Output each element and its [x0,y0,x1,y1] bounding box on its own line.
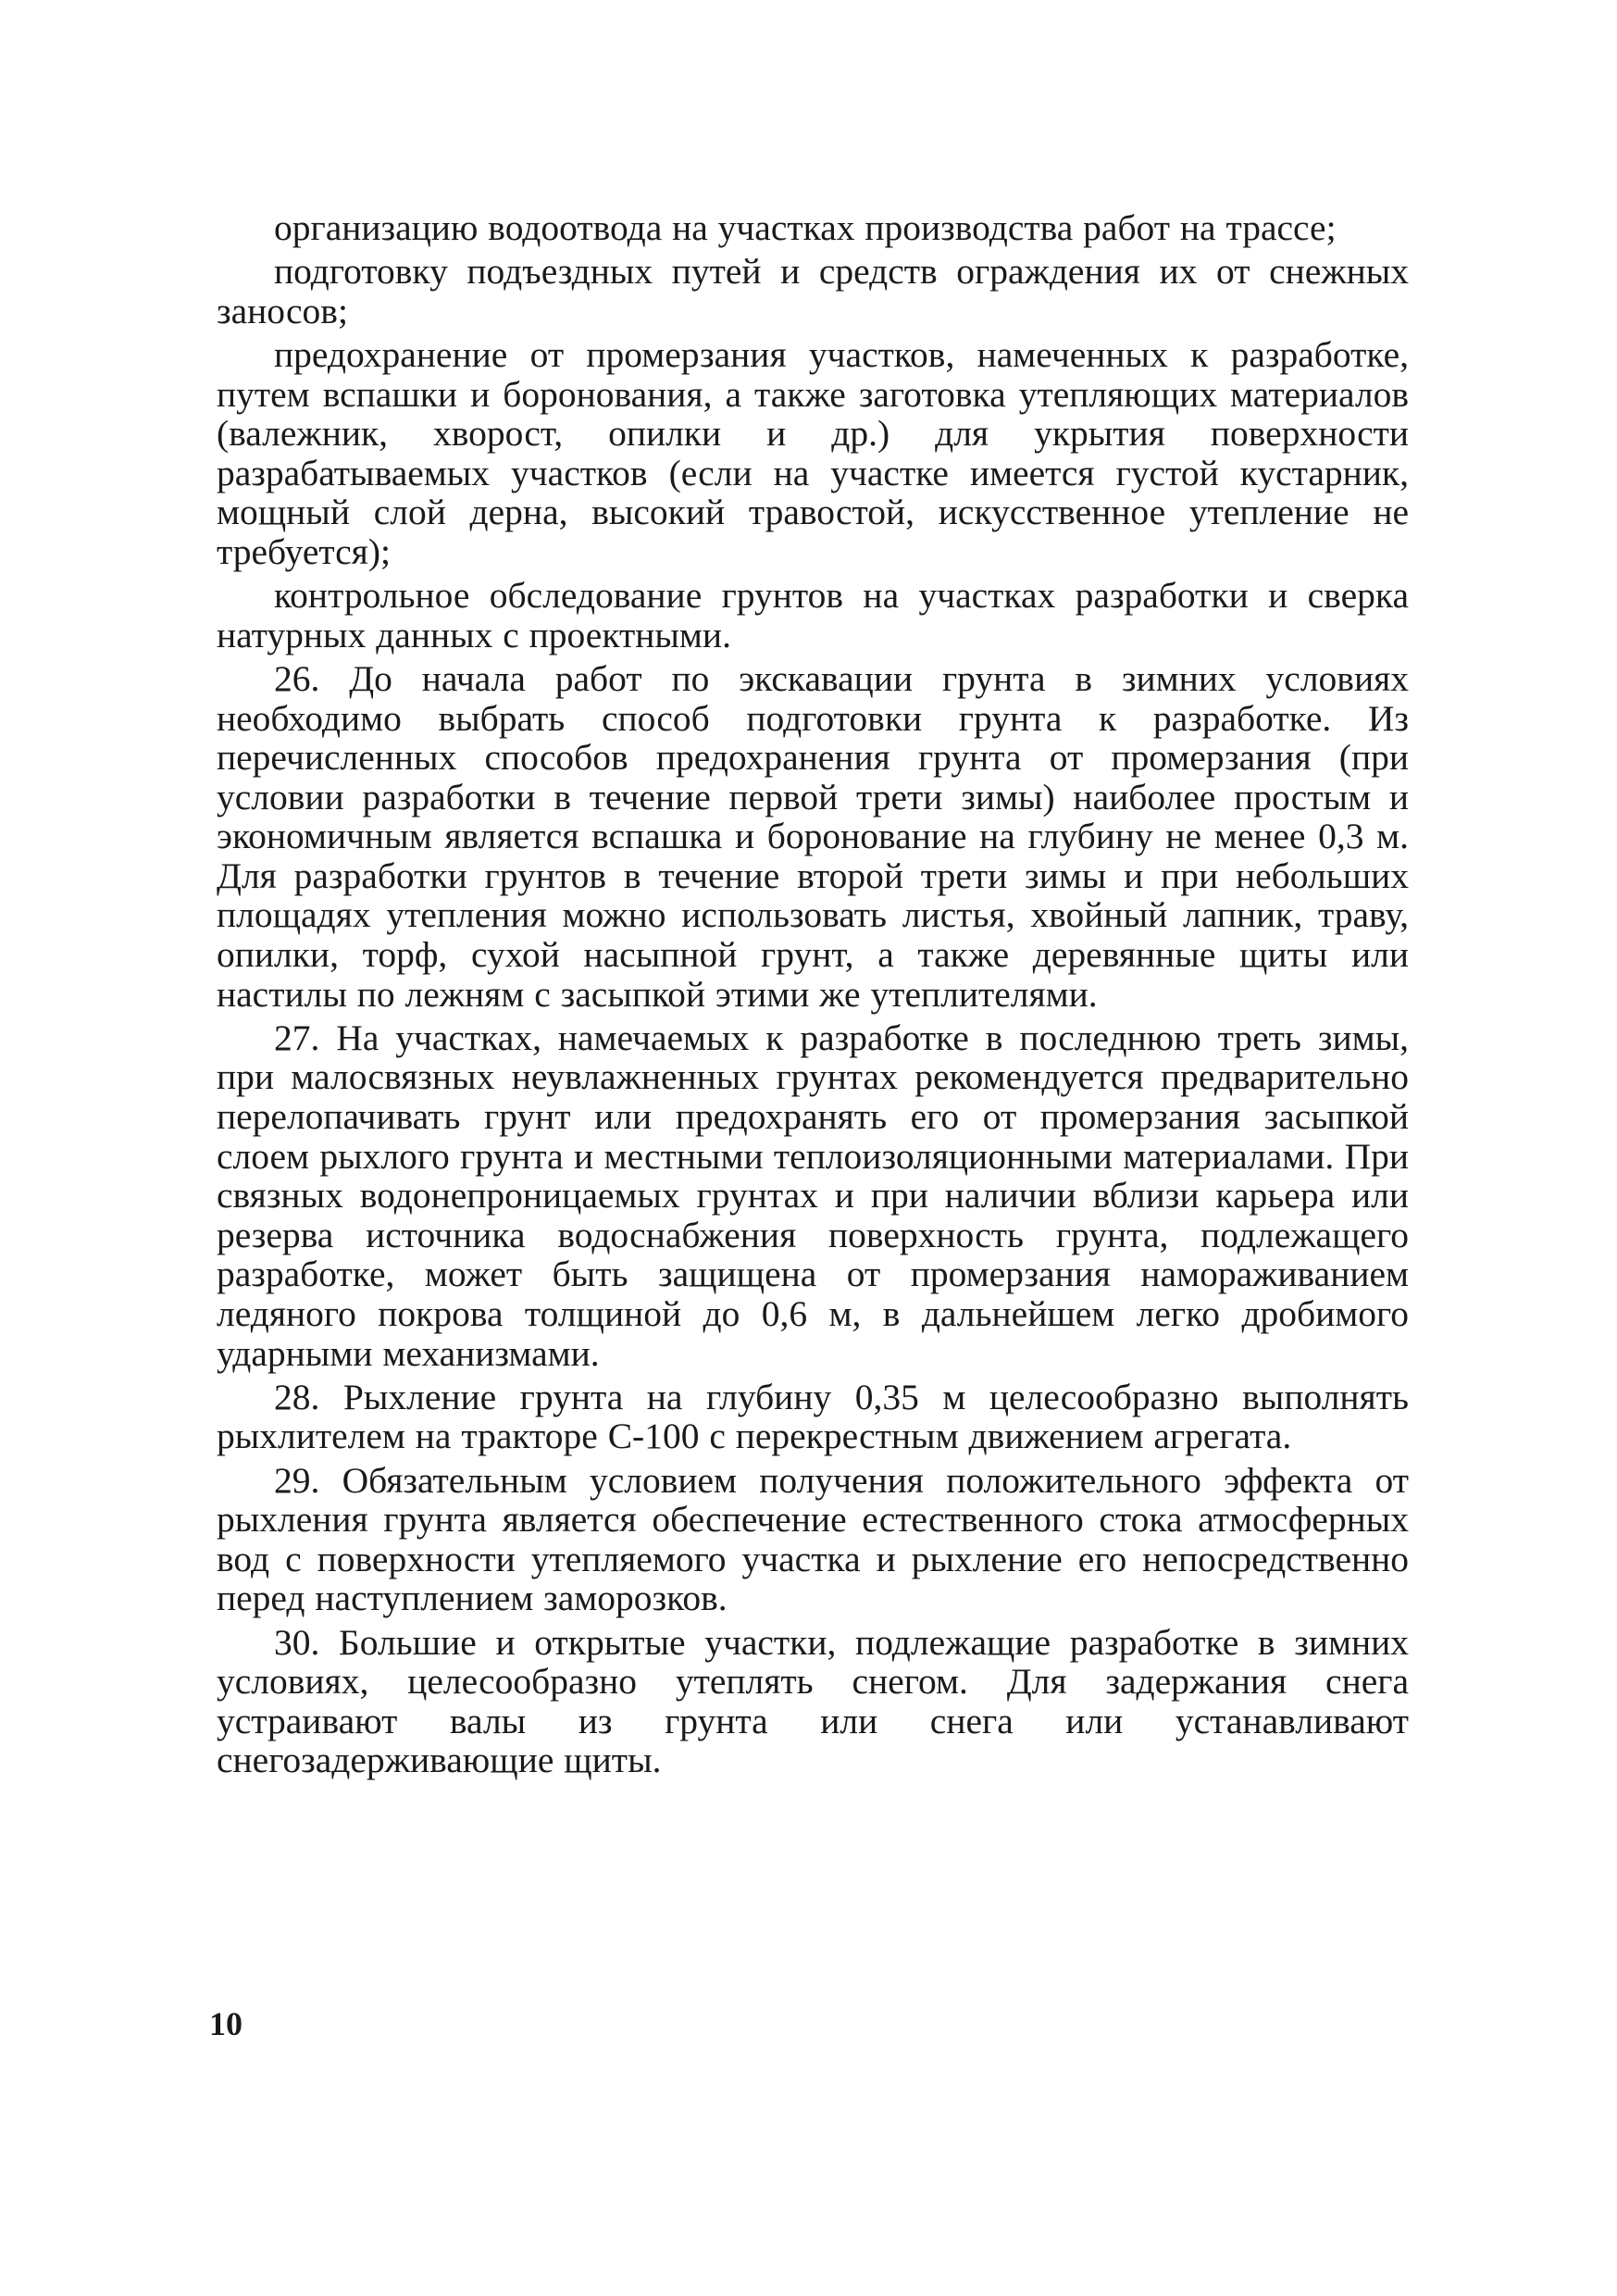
paragraph-item-26: 26. До начала работ по экскавации грунта в зимних условиях необходимо выбрать способ подготовки грунта к разработке. Из перечисленных способов предохранения грунта от промерзания (при условии разработки в течение первой трети зимы) наиболее простым и экономичным является вспашка и боронование на глубину не менее 0,3 м. Для разработки грунтов в течение второй трети зимы и при небольших площадях утепления можно использовать листья, хвойный лапник, траву, опилки, торф, сухой насыпной грунт, а также деревянные щиты или настилы по лежням с засыпкой этими же утеплителями. [217,657,1409,1015]
page-number: 10 [209,2005,243,2042]
paragraph-soil-inspection: контрольное обследование грунтов на участках разработки и сверка натурных данных с проектными. [217,575,1409,655]
paragraph-item-27: 27. На участках, намечаемых к разработке в последнюю треть зимы, при малосвязных неувлажненных грунтах рекомендуется предварительно перелопачивать грунт или предохранять его от промерзания засыпкой слоем рыхлого грунта и местными теплоизоляционными материалами. При связных водонепроницаемых грунтах и при наличии вблизи карьера или резерва источника водоснабжения поверхность грунта, подлежащего разработке, может быть защищена от промерзания намораживанием ледяного покрова толщиной до 0,6 м, в дальнейшем легко дробимого ударными механизмами. [217,1017,1409,1374]
page-body [217,208,1409,1785]
paragraph-item-28: 28. Рыхление грунта на глубину 0,35 м целесообразно выполнять рыхлителем на тракторе С-100 с перекрестным движением агрегата. [217,1376,1409,1457]
paragraph-item-30: 30. Большие и открытые участки, подлежащие разработке в зимних условиях, целесообразно утеплять снегом. Для задержания снега устраивают валы из грунта или снега или устанавливают снегозадерживающие щиты. [217,1621,1409,1781]
paragraph-frost-protection: предохранение от промерзания участков, намеченных к разработке, путем вспашки и боронования, а также заготовка утепляющих материалов (валежник, хворост, опилки и др.) для укрытия поверхности разрабатываемых участков (если на участке имеется густой кустарник, мощный слой дерна, высокий травостой, искусственное утепление не требуется); [217,333,1409,572]
paragraph-drainage: организацию водоотвода на участках производства работ на трассе; [274,207,1337,248]
paragraph-access-roads: подготовку подъездных путей и средств ограждения их от снежных заносов; [217,251,1409,331]
paragraph-item-29: 29. Обязательным условием получения положительного эффекта от рыхления грунта является обеспечение естественного стока атмосферных вод с поверхности утепляемого участка и рыхление его непосредственно перед наступлением заморозков. [217,1459,1409,1619]
